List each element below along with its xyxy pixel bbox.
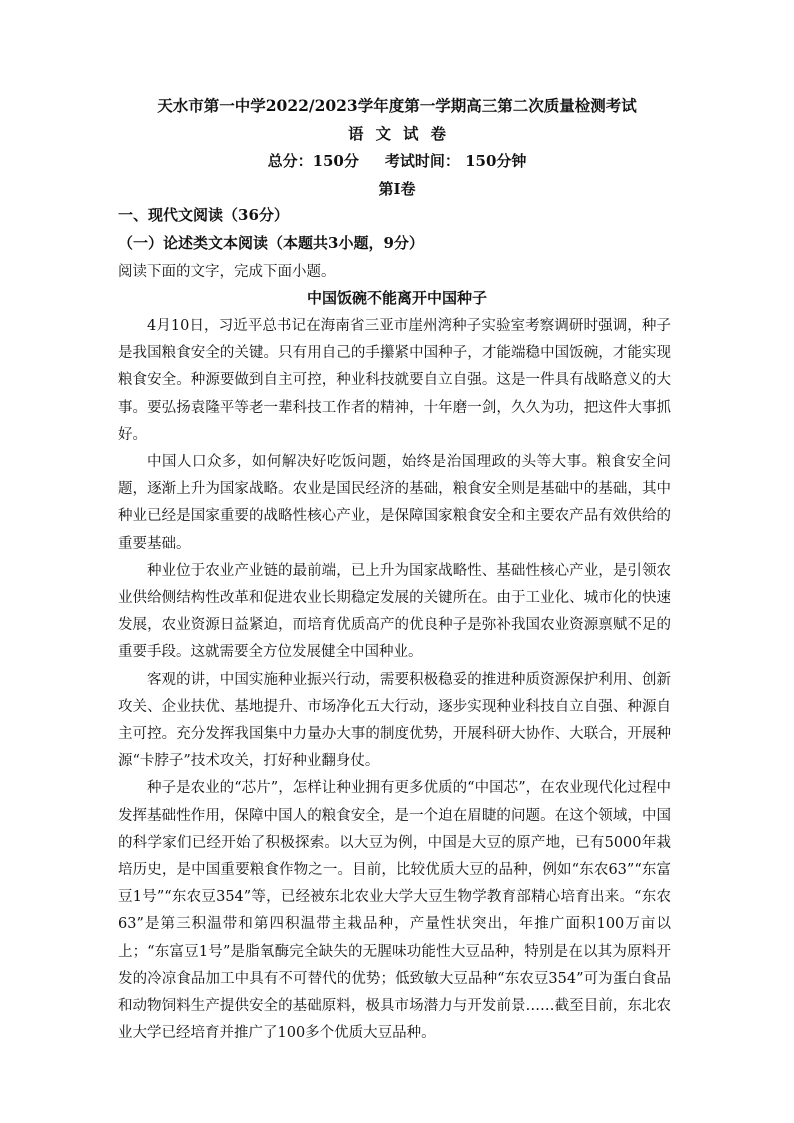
volume-label: 第Ⅰ卷 [378,180,416,198]
article-paragraph: 客观的讲，中国实施种业振兴行动，需要积极稳妥的推进种质资源保护利用、创新攻关、企业扶优、基地提升、市场净化五大行动，逐步实现种业科技自立自强、种源自主可控。充分发挥我国集中力量办大事的制度优势，开展科研大协作、大联合，开展种源“卡脖子”技术攻关，打好种业翻身仗。 [118,671,671,770]
article-title: 中国饭碗不能离开中国种子 [306,289,487,307]
total-score: 总分：150分 [267,152,359,170]
exam-time: 考试时间： 150分钟 [384,152,527,170]
exam-meta [0,150,794,171]
instruction-text: 阅读下面的文字，完成下面小题。 [118,264,336,280]
subject-title: 语文试卷 [347,124,458,143]
article-body [118,313,671,1047]
article-paragraph: 中国人口众多，如何解决好吃饭问题，始终是治国理政的头等大事。粮食安全问题，逐渐上升为国家战略。农业是国民经济的基础，粮食安全则是基础中的基础，其中种业已经是国家重要的战略性核心产业，是保障国家粮食安全和主要农产品有效供给的重要基础。 [118,454,671,552]
exam-title: 天水市第一中学2022/2023学年度第一学期高三第二次质量检测考试 [157,96,637,115]
subsection-heading: （一）论述类文本阅读（本题共3小题，9分） [118,234,424,252]
article-paragraph: 种子是农业的“芯片”，怎样让种业拥有更多优质的“中国芯”，在农业现代化过程中发挥基础性作用，保障中国人的粮食安全，是一个迫在眉睫的问题。在这个领域，中国的科学家们已经开始了积极探索。以大豆为例，中国是大豆的原产地，已有5000年栽培历史，是中国重要粮食作物之一。目前，比较优质大豆的品种，例如“东农63”“东富豆1号”“东农豆354”等，已经被东北农业大学大豆生物学教育部精心培育出来。“东农63”是第三积温带和第四积温带主栽品种，产量性状突出，年推广面积100万亩以上；“东富豆1号”是脂氧酶完全缺失的无腥味功能性大豆品种，特别是在以其为原料开发的冷凉食品加工中具有不可替代的优势；低致敏大豆品种“东农豆354”可为蛋白食品和动物饲料生产提供安全的基础原料，极具市场潜力与开发前景……截至目前，东北农业大学已经培育并推广了100多个优质大豆品种。 [118,780,671,1042]
section-heading: 一、现代文阅读（36分） [118,206,289,224]
article-paragraph: 4月10日，习近平总书记在海南省三亚市崖州湾种子实验室考察调研时强调，种子是我国粮食安全的关键。只有用自己的手攥紧中国种子，才能端稳中国饭碗，才能实现粮食安全。种源要做到自主可控，种业科技就要自立自强。这是一件具有战略意义的大事。要弘扬袁隆平等老一辈科技工作者的精神，十年磨一剑，久久为功，把这件大事抓好。 [118,318,671,443]
article-paragraph: 种业位于农业产业链的最前端，已上升为国家战略性、基础性核心产业，是引领农业供给侧结构性改革和促进农业长期稳定发展的关键所在。由于工业化、城市化的快速发展，农业资源日益紧迫，而培育优质高产的优良种子是弥补我国农业资源禀赋不足的重要手段。这就需要全方位发展健全中国种业。 [118,562,671,661]
